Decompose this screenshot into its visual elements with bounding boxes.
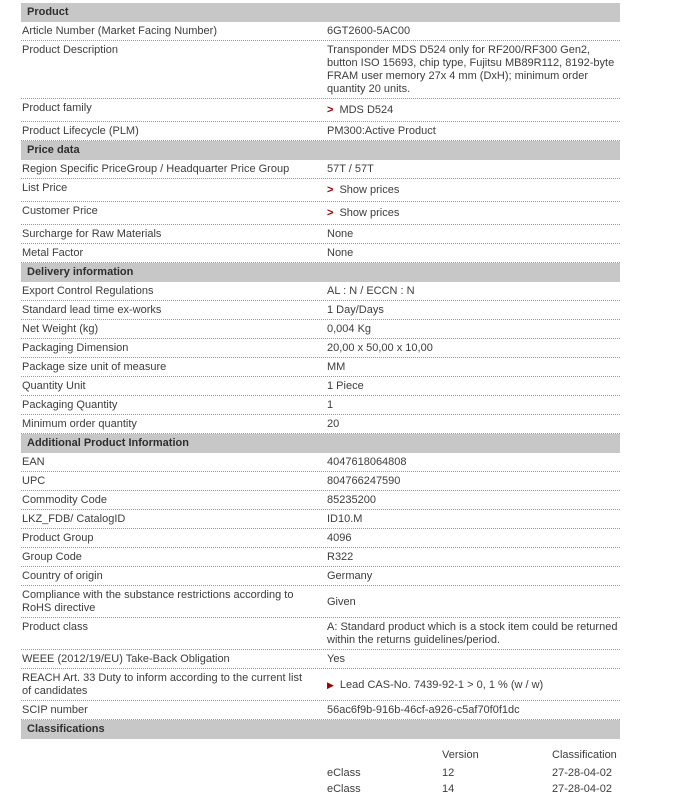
classifications-table — [21, 747, 620, 797]
row-value-cell — [320, 650, 620, 668]
table-row-net-weight-kg — [21, 320, 620, 339]
row-label: Group Code — [22, 551, 82, 563]
row-value: Given — [327, 595, 356, 608]
row-value-cell — [320, 529, 620, 547]
section-header-delivery-information: Delivery information — [21, 263, 620, 282]
classification-name: eClass — [327, 766, 361, 779]
row-label: Product family — [22, 102, 92, 114]
row-value-cell — [320, 320, 620, 338]
table-row-country-of-origin — [21, 567, 620, 586]
row-label: Export Control Regulations — [22, 285, 154, 297]
classifications-header-row — [21, 747, 620, 763]
table-row-packaging-quantity — [21, 396, 620, 415]
section-header-product: Product — [21, 3, 620, 22]
row-value-cell — [320, 22, 620, 40]
classification-code: 27-28-04-02 — [552, 766, 612, 779]
row-label: EAN — [22, 456, 45, 468]
row-label: Customer Price — [22, 205, 98, 217]
row-label: Net Weight (kg) — [22, 323, 99, 335]
row-value: 56ac6f9b-916b-46cf-a926-c5af70f0f1dc — [327, 704, 520, 716]
section-header-classifications: Classifications — [21, 720, 620, 739]
row-value-cell — [320, 567, 620, 585]
link-label: MDS D524 — [339, 104, 394, 116]
section-header-price-data: Price data — [21, 141, 620, 160]
table-row-minimum-order-quantity — [21, 415, 620, 434]
row-label: Quantity Unit — [22, 380, 86, 392]
table-row-scip-number — [21, 701, 620, 720]
row-value: MM — [327, 361, 346, 373]
row-label: Packaging Quantity — [22, 399, 118, 411]
row-label: Standard lead time ex-works — [22, 304, 162, 316]
row-value-cell — [320, 358, 620, 376]
show-prices-link[interactable] — [327, 182, 399, 199]
row-label: Product Group — [22, 532, 94, 544]
row-value: 1 Day/Days — [327, 304, 384, 316]
table-row-region-specific-pricegroup — [21, 160, 620, 179]
classification-row — [21, 781, 620, 797]
row-value: 4096 — [327, 532, 352, 544]
row-label: Packaging Dimension — [22, 342, 129, 354]
row-label: Package size unit of measure — [22, 361, 167, 373]
row-value-cell — [320, 282, 620, 300]
row-value: 20,00 x 50,00 x 10,00 — [327, 342, 433, 354]
table-row-customer-price — [21, 202, 620, 225]
row-label: Product Lifecycle (PLM) — [22, 125, 139, 137]
row-value-cell — [320, 122, 620, 140]
chevron-right-icon: > — [327, 184, 334, 196]
row-label: Product Description — [22, 44, 118, 56]
row-value-cell — [320, 301, 620, 319]
row-label: Minimum order quantity — [22, 418, 137, 430]
classification-row — [21, 765, 620, 781]
row-value: 1 — [327, 399, 334, 411]
row-value-cell — [320, 453, 620, 471]
row-value: 57T / 57T — [327, 163, 374, 175]
row-value: ID10.M — [327, 513, 363, 525]
table-row-package-size-unit — [21, 358, 620, 377]
row-value-cell — [320, 618, 620, 649]
table-row-product-lifecycle-plm — [21, 122, 620, 141]
table-row-list-price — [21, 179, 620, 202]
table-row-product-family — [21, 99, 620, 122]
row-value-cell — [320, 225, 620, 243]
row-label: Compliance with the substance restrictions according to RoHS directive — [22, 589, 294, 614]
table-row-reach-art-33 — [21, 669, 620, 701]
section-header-additional-product-information: Additional Product Information — [21, 434, 620, 453]
row-value-cell — [320, 244, 620, 262]
row-value-cell — [320, 202, 620, 224]
table-row-weee-2012-19 — [21, 650, 620, 669]
table-row-group-code — [21, 548, 620, 567]
row-value: Yes — [327, 653, 345, 665]
table-row-standard-lead-time — [21, 301, 620, 320]
chevron-right-icon: > — [327, 104, 334, 116]
table-row-export-control-regulations — [21, 282, 620, 301]
table-row-metal-factor — [21, 244, 620, 263]
row-label: WEEE (2012/19/EU) Take-Back Obligation — [22, 653, 230, 665]
row-value: None — [327, 247, 354, 259]
mds-d524-link[interactable] — [327, 102, 393, 119]
row-value-cell — [320, 669, 620, 700]
table-row-product-description — [21, 41, 620, 99]
row-value: 20 — [327, 418, 340, 430]
table-row-commodity-code — [21, 491, 620, 510]
row-label: LKZ_FDB/ CatalogID — [22, 513, 126, 525]
product-spec-table — [21, 3, 620, 797]
row-value: R322 — [327, 551, 354, 563]
row-value: 4047618064808 — [327, 456, 407, 468]
table-row-packaging-dimension — [21, 339, 620, 358]
column-header-classification: Classification — [552, 748, 617, 761]
row-value-cell — [320, 586, 620, 617]
row-value-cell — [320, 160, 620, 178]
row-value-cell — [320, 701, 620, 719]
row-value: Germany — [327, 570, 373, 582]
row-label: Region Specific PriceGroup / Headquarter Price Group — [22, 163, 290, 175]
link-label: Show prices — [339, 207, 400, 219]
row-value: 804766247590 — [327, 475, 401, 487]
row-value: None — [327, 228, 354, 240]
table-row-surcharge-for-raw — [21, 225, 620, 244]
row-label: Metal Factor — [22, 247, 84, 259]
row-label: Article Number (Market Facing Number) — [22, 25, 217, 37]
row-value-cell — [320, 41, 620, 98]
row-label: List Price — [22, 182, 68, 194]
row-label: REACH Art. 33 Duty to inform according to the current list of candidates — [22, 672, 303, 697]
classification-version: 12 — [442, 766, 455, 779]
row-label: Commodity Code — [22, 494, 107, 506]
row-value-cell — [320, 99, 620, 121]
row-label: Product class — [22, 621, 89, 633]
row-value: PM300:Active Product — [327, 125, 436, 137]
row-value: 85235200 — [327, 494, 376, 506]
row-value-cell — [320, 491, 620, 509]
table-row-article-number-market — [21, 22, 620, 41]
row-value: 0,004 Kg — [327, 323, 372, 335]
row-value-cell — [320, 548, 620, 566]
row-value-cell — [320, 377, 620, 395]
row-label: UPC — [22, 475, 46, 487]
table-row-product-class — [21, 618, 620, 650]
column-header-version: Version — [442, 748, 479, 761]
row-label: Surcharge for Raw Materials — [22, 228, 162, 240]
row-value-cell — [320, 415, 620, 433]
row-label: SCIP number — [22, 704, 88, 716]
row-value: 6GT2600-5AC00 — [327, 25, 411, 37]
row-value-cell — [320, 472, 620, 490]
triangle-right-icon: ▶ — [327, 679, 334, 690]
row-value-cell — [320, 179, 620, 201]
table-row-compliance-with-the — [21, 586, 620, 618]
row-label: Country of origin — [22, 570, 103, 582]
row-value-cell — [320, 339, 620, 357]
row-value-cell — [320, 510, 620, 528]
classification-name: eClass — [327, 782, 361, 795]
classification-code: 27-28-04-02 — [552, 782, 612, 795]
table-row-upc — [21, 472, 620, 491]
row-value: 1 Piece — [327, 380, 364, 392]
link-label: Lead CAS-No. 7439-92-1 > 0, 1 % (w / w) — [339, 678, 544, 691]
lead-cas-no-link[interactable] — [327, 677, 543, 694]
classification-version: 14 — [442, 782, 455, 795]
row-value: Transponder MDS D524 only for RF200/RF300 Gen2, button ISO 15693, chip type, Fujitsu MB89R112, 8192-byte FRAM user memory 27x 4 mm (DxH); minimum order quantity 20 units. — [327, 44, 615, 95]
table-row-lkz-fdb-catalogid — [21, 510, 620, 529]
link-label: Show prices — [339, 184, 400, 196]
row-value: A: Standard product which is a stock item could be returned within the returns guidelines/period. — [327, 621, 618, 646]
row-value-cell — [320, 396, 620, 414]
row-value: AL : N / ECCN : N — [327, 285, 415, 297]
table-row-quantity-unit — [21, 377, 620, 396]
show-prices-link[interactable] — [327, 205, 399, 222]
table-row-ean — [21, 453, 620, 472]
chevron-right-icon: > — [327, 207, 334, 219]
table-row-product-group — [21, 529, 620, 548]
